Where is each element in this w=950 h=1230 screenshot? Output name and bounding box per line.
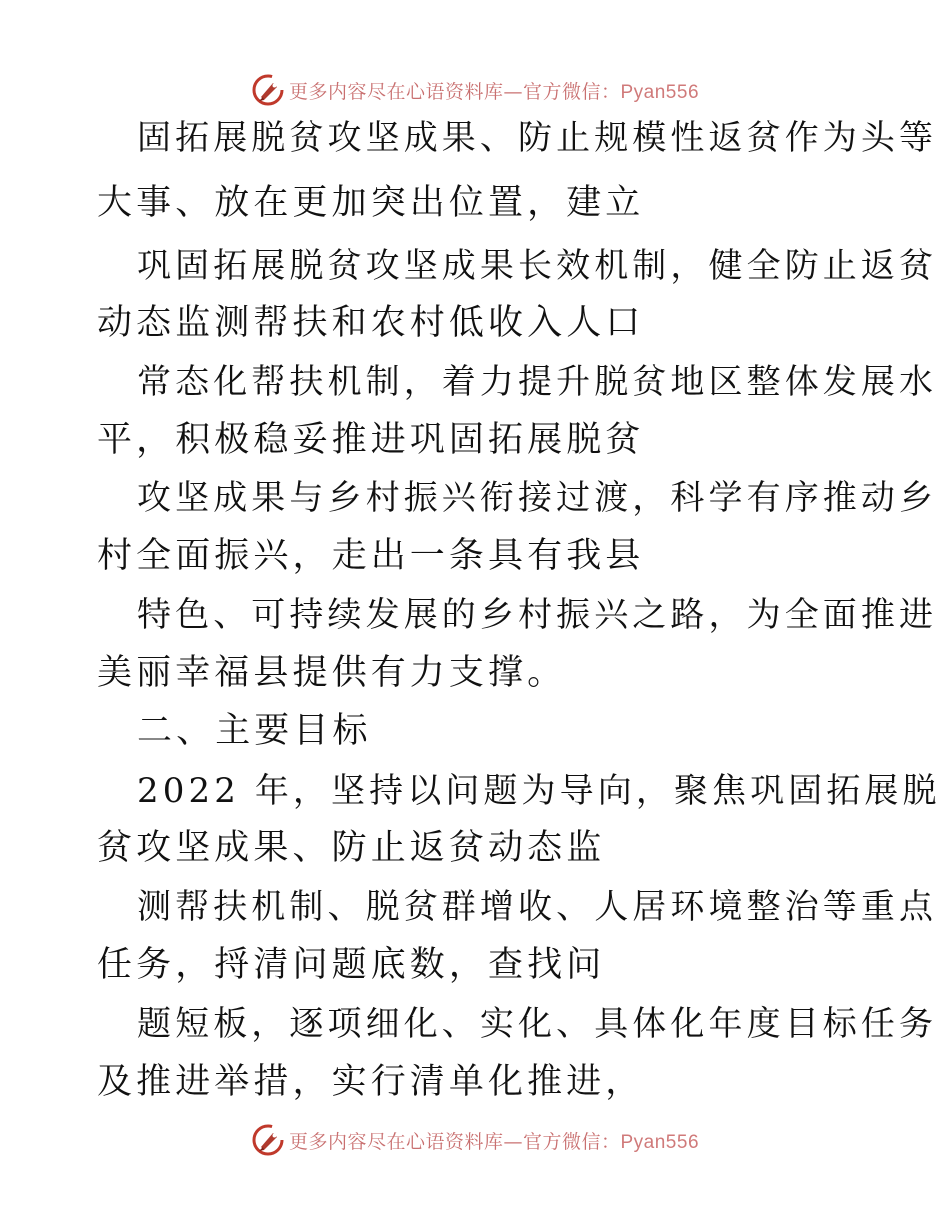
paragraph-line: 题短板，逐项细化、实化、具体化年度目标任务 [137, 1004, 938, 1044]
footer-watermark [0, 1122, 950, 1158]
paragraph-line: 动态监测帮扶和农村低收入人口 [97, 303, 645, 343]
watermark-text: 更多内容尽在心语资料库—官方微信： [288, 80, 621, 103]
paragraph-line: 村全面振兴，走出一条具有我县 [97, 536, 645, 576]
paragraph-line: 固拓展脱贫攻坚成果、防止规模性返贫作为头等 [137, 118, 938, 158]
paragraph-line: 美丽幸福县提供有力支撑。 [97, 653, 567, 693]
paragraph-line: 2022 年，坚持以问题为导向，聚焦巩固拓展脱 [137, 771, 941, 811]
paragraph-line: 贫攻坚成果、防止返贫动态监 [97, 828, 606, 868]
paragraph-line: 攻坚成果与乡村振兴衔接过渡，科学有序推动乡 [137, 478, 938, 518]
pen-nib-logo-icon [251, 1123, 285, 1157]
paragraph-line: 及推进举措，实行清单化推进， [97, 1062, 645, 1102]
paragraph-line: 常态化帮扶机制，着力提升脱贫地区整体发展水 [137, 362, 938, 402]
watermark-wechat-id: Pyan556 [620, 81, 700, 103]
paragraph-line: 特色、可持续发展的乡村振兴之路，为全面推进 [137, 595, 938, 635]
paragraph-line: 测帮扶机制、脱贫群增收、人居环境整治等重点 [137, 887, 938, 927]
header-watermark [0, 72, 950, 108]
watermark-wechat-id: Pyan556 [620, 1131, 700, 1153]
section-heading: 二、主要目标 [137, 711, 372, 751]
paragraph-line: 平，积极稳妥推进巩固拓展脱贫 [97, 420, 645, 460]
pen-nib-logo-icon [251, 73, 285, 107]
watermark-text: 更多内容尽在心语资料库—官方微信： [288, 1130, 621, 1153]
paragraph-line: 巩固拓展脱贫攻坚成果长效机制，健全防止返贫 [137, 246, 938, 286]
paragraph-line: 大事、放在更加突出位置，建立 [97, 183, 645, 223]
paragraph-line: 任务，捋清问题底数，查找问 [97, 945, 606, 985]
